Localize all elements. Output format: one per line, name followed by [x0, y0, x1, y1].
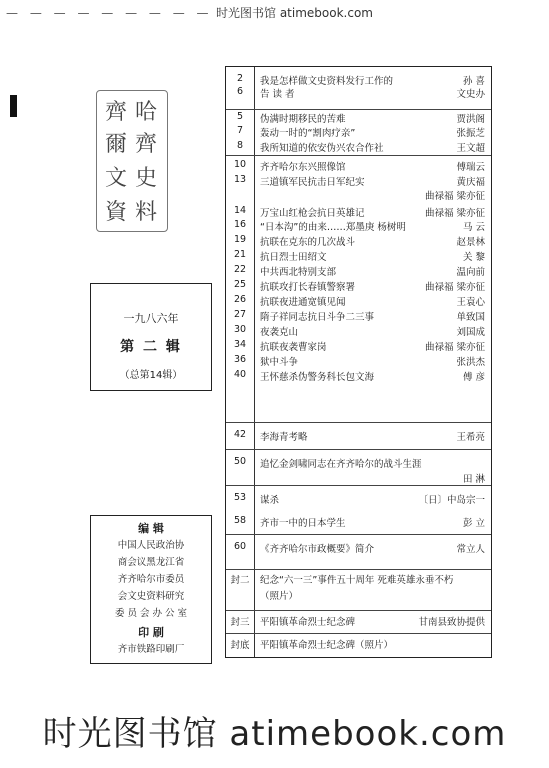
- toc-author: 常立人: [456, 544, 485, 555]
- toc-title: 夜袭克山: [260, 327, 299, 338]
- toc-page: 5: [236, 111, 244, 122]
- toc-title: 李海青考略: [260, 432, 308, 443]
- toc-group-divider: [226, 449, 491, 450]
- toc-page: 30: [233, 324, 247, 335]
- toc-author: 张洪杰: [456, 357, 485, 368]
- binding-mark: [10, 95, 17, 117]
- toc-title: 平阳镇革命烈士纪念碑: [260, 617, 356, 628]
- toc-author: 张振芝: [456, 128, 485, 139]
- toc-group-divider: [226, 485, 491, 486]
- toc-page: 25: [233, 279, 247, 290]
- toc-title: （照片）: [260, 591, 299, 602]
- toc-title: 抗联夜袭曹家岗: [260, 342, 327, 353]
- toc-author: 贾洪阁: [456, 114, 485, 125]
- toc-page: 42: [233, 429, 247, 440]
- toc-author: 田 淋: [462, 474, 485, 485]
- top-watermark: 时光图书馆 atimebook.com: [216, 6, 373, 20]
- toc-page: 13: [233, 174, 247, 185]
- toc-page: 14: [233, 205, 247, 216]
- toc-page: 53: [233, 492, 247, 503]
- toc-page: 27: [233, 309, 247, 320]
- seal-char: 哈: [135, 100, 158, 125]
- toc-author: 曲禄福 梁亦征: [424, 208, 485, 219]
- toc-title: 齐齐哈尔东兴照像馆: [260, 162, 346, 173]
- toc-author: 王希亮: [456, 432, 485, 443]
- toc-title: 谋杀: [260, 495, 280, 506]
- editor-line: 委 员 会 办 公 室: [114, 608, 188, 619]
- toc-author: 黄庆福: [456, 177, 485, 188]
- toc-author: 刘国成: [456, 327, 485, 338]
- toc-author: 王文超: [456, 143, 485, 154]
- printer-heading: 印 刷: [138, 626, 164, 639]
- toc-page: 封三: [230, 617, 250, 628]
- editorial-box: [90, 515, 212, 664]
- editor-line: 商会议黑龙江省: [117, 557, 185, 568]
- seal-stamp: [96, 90, 168, 232]
- toc-author: 文史办: [456, 89, 485, 100]
- seal-char: 資: [105, 200, 128, 225]
- toc-group-divider: [226, 422, 491, 423]
- toc-author: 曲禄福 梁亦征: [424, 282, 485, 293]
- seal-char: 齊: [105, 100, 128, 125]
- top-dashes: — — — — — — — — —: [6, 6, 213, 20]
- toc-author: 王袁心: [456, 297, 485, 308]
- toc-page: 40: [233, 369, 247, 380]
- toc-group-divider: [226, 109, 491, 110]
- toc-group-divider: [226, 569, 491, 570]
- toc-page: 21: [233, 249, 247, 260]
- toc-title: 抗联夜进通宽镇见闻: [260, 297, 346, 308]
- toc-title: 中共西北特别支部: [260, 267, 337, 278]
- seal-char: 料: [135, 200, 158, 225]
- toc-title: 王怀慈杀伪警务科长包文海: [260, 372, 375, 383]
- toc-page: 7: [236, 125, 244, 136]
- table-of-contents: [225, 66, 492, 658]
- editor-line: 会文史资料研究: [117, 591, 185, 602]
- toc-title: 我是怎样做文史资料发行工作的: [260, 76, 394, 87]
- toc-title: 万宝山红枪会抗日英雄记: [260, 208, 365, 219]
- toc-title: 《齐齐哈尔市政概要》简介: [260, 544, 375, 555]
- toc-title: 告 读 者: [260, 89, 295, 100]
- toc-author: 马 云: [462, 222, 485, 233]
- toc-title: 抗日烈士田绍文: [260, 252, 327, 263]
- toc-title: 抗联在克东的几次战斗: [260, 237, 356, 248]
- toc-page: 50: [233, 456, 247, 467]
- toc-title: 纪念“六一三”事件五十周年 死难英雄永垂不朽: [260, 575, 454, 586]
- toc-group-divider: [226, 155, 491, 156]
- toc-author: 温向前: [456, 267, 485, 278]
- editor-heading: 编 辑: [138, 522, 164, 535]
- toc-author: 傅 彦: [462, 372, 485, 383]
- toc-page: 60: [233, 541, 247, 552]
- toc-group-divider: [226, 534, 491, 535]
- toc-author: 孙 喜: [462, 76, 485, 87]
- toc-page: 19: [233, 234, 247, 245]
- toc-title: 平阳镇革命烈士纪念碑（照片）: [260, 640, 394, 651]
- seal-char: 爾: [105, 132, 128, 157]
- volume-total: （总第14辑）: [119, 370, 183, 381]
- toc-title: 轰动一时的“割肉疗亲”: [260, 128, 356, 139]
- toc-page: 封二: [230, 575, 250, 586]
- toc-page: 58: [233, 515, 247, 526]
- toc-page: 6: [236, 86, 244, 97]
- toc-title: 抗联攻打长春镇警察署: [260, 282, 356, 293]
- toc-author: 〔日〕中岛宗一: [418, 495, 485, 506]
- toc-author: 彭 立: [462, 518, 485, 529]
- toc-page: 34: [233, 339, 247, 350]
- editor-line: 中国人民政治协: [117, 540, 185, 551]
- toc-title: “日本沟”的由来……郑墨庚 杨树明: [260, 222, 406, 233]
- toc-group-divider: [226, 610, 491, 611]
- toc-page: 26: [233, 294, 247, 305]
- toc-author: 曲禄福 梁亦征: [424, 342, 485, 353]
- bottom-watermark: 时光图书馆 atimebook.com: [42, 714, 507, 754]
- toc-title: 狱中斗争: [260, 357, 299, 368]
- volume-box: [90, 283, 212, 391]
- toc-page: 封底: [230, 640, 250, 651]
- toc-page: 8: [236, 140, 244, 151]
- volume-year: 一九八六年: [123, 312, 179, 325]
- toc-title: 隋子祥同志抗日斗争二三事: [260, 312, 375, 323]
- toc-title: 我所知道的依安伪兴农合作社: [260, 143, 384, 154]
- toc-title: 伪满时期移民的苦难: [260, 114, 346, 125]
- toc-author: 单致国: [456, 312, 485, 323]
- toc-page: 10: [233, 159, 247, 170]
- toc-group-divider: [226, 633, 491, 634]
- toc-author: 甘南县致协提供: [418, 617, 485, 628]
- toc-author: 傅瑞云: [456, 162, 485, 173]
- toc-author: 赵景林: [456, 237, 485, 248]
- toc-page: 36: [233, 354, 247, 365]
- toc-author: 曲禄福 梁亦征: [424, 191, 485, 202]
- toc-author: 关 黎: [462, 252, 485, 263]
- toc-title: 齐市一中的日本学生: [260, 518, 346, 529]
- seal-char: 文: [105, 166, 128, 191]
- toc-page: 22: [233, 264, 247, 275]
- seal-char: 史: [135, 166, 158, 191]
- toc-title: 追忆金剑啸同志在齐齐哈尔的战斗生涯: [260, 459, 422, 470]
- toc-page: 16: [233, 219, 247, 230]
- printer-line: 齐市铁路印刷厂: [117, 644, 185, 655]
- toc-page: 2: [236, 73, 244, 84]
- toc-title: 三道镇军民抗击日军纪实: [260, 177, 365, 188]
- volume-number: 第 二 辑: [120, 339, 182, 355]
- seal-char: 齊: [135, 132, 158, 157]
- editor-line: 齐齐哈尔市委员: [117, 574, 185, 585]
